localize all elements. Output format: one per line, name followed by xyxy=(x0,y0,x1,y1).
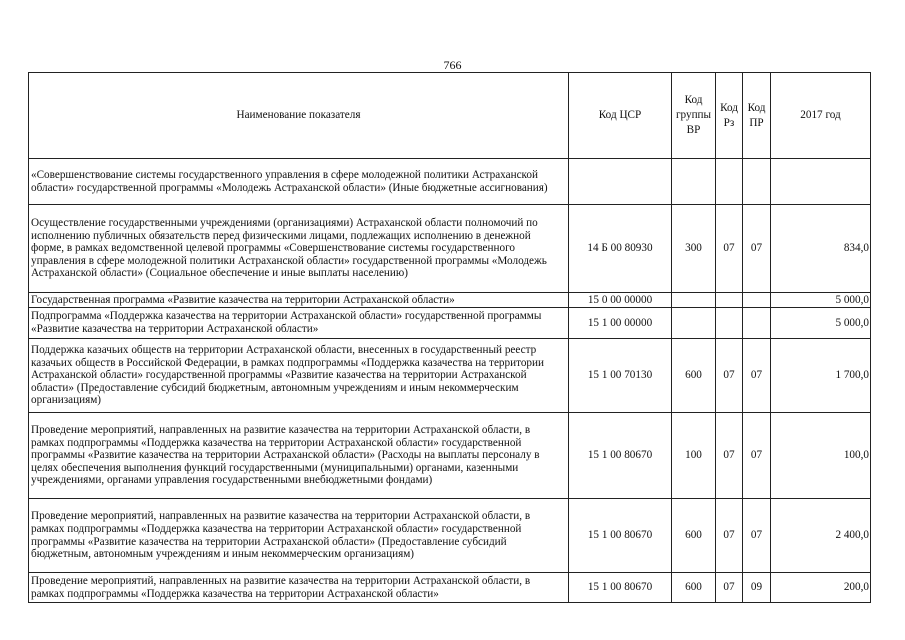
header-rz: Код Рз xyxy=(716,73,743,159)
row-amount: 100,0 xyxy=(771,413,871,499)
row-rz xyxy=(716,308,743,339)
row-csr: 15 0 00 00000 xyxy=(569,293,672,308)
row-name: Подпрограмма «Поддержка казачества на территории Астраханской области» государственной программы «Развитие казачества на территории Астраханской области» xyxy=(29,308,569,339)
row-name: Проведение мероприятий, направленных на развитие казачества на территории Астраханской области, в рамках подпрограммы «Поддержка казачества на территории Астраханской области» государственной программы «Развитие казачества на территории Астраханской области» (Расходы на выплаты персоналу в целях обеспечения выполнения функций государственными (муниципальными) органами, казенными учреждениями, органами управления государственными внебюджетными фондами) xyxy=(29,413,569,499)
row-pr: 07 xyxy=(743,205,771,293)
row-vr: 600 xyxy=(672,499,716,573)
table-row xyxy=(29,159,871,205)
row-amount: 5 000,0 xyxy=(771,293,871,308)
row-pr: 07 xyxy=(743,413,771,499)
row-rz: 07 xyxy=(716,573,743,603)
row-vr xyxy=(672,308,716,339)
row-rz: 07 xyxy=(716,339,743,413)
table-row xyxy=(29,499,871,573)
table-row xyxy=(29,413,871,499)
row-vr: 100 xyxy=(672,413,716,499)
row-pr: 07 xyxy=(743,499,771,573)
row-name: Государственная программа «Развитие казачества на территории Астраханской области» xyxy=(29,293,569,308)
row-amount: 834,0 xyxy=(771,205,871,293)
row-name: Осуществление государственными учреждениями (организациями) Астраханской области полномочий по исполнению публичных обязательств перед физическими лицами, подлежащих исполнению в денежной форме, в рамках ведомственной целевой программы «Совершенствование системы государственного управления в сфере молодежной политики Астраханской области» государственной программы «Молодежь Астраханской области» (Социальное обеспечение и иные выплаты населению) xyxy=(29,205,569,293)
row-pr xyxy=(743,159,771,205)
row-vr: 600 xyxy=(672,573,716,603)
row-name: Поддержка казачьих обществ на территории Астраханской области, внесенных в государственный реестр казачьих обществ в Российской Федерации, в рамках подпрограммы «Поддержка казачества на территории Астраханской области» государственной программы «Развитие казачества на территории Астраханской области» (Предоставление субсидий бюджетным, автономным учреждениям и иным некоммерческим организациям) xyxy=(29,339,569,413)
table-row xyxy=(29,308,871,339)
row-csr: 15 1 00 00000 xyxy=(569,308,672,339)
header-pr: Код ПР xyxy=(743,73,771,159)
table-row xyxy=(29,205,871,293)
table-row xyxy=(29,573,871,603)
row-amount: 200,0 xyxy=(771,573,871,603)
row-amount: 1 700,0 xyxy=(771,339,871,413)
row-csr: 15 1 00 80670 xyxy=(569,413,672,499)
header-vr: Код группы ВР xyxy=(672,73,716,159)
row-rz xyxy=(716,293,743,308)
row-pr: 09 xyxy=(743,573,771,603)
row-pr: 07 xyxy=(743,339,771,413)
row-vr xyxy=(672,159,716,205)
row-csr xyxy=(569,159,672,205)
row-pr xyxy=(743,308,771,339)
row-pr xyxy=(743,293,771,308)
header-year: 2017 год xyxy=(771,73,871,159)
row-name: Проведение мероприятий, направленных на развитие казачества на территории Астраханской области, в рамках подпрограммы «Поддержка казачества на территории Астраханской области» xyxy=(29,573,569,603)
header-csr: Код ЦСР xyxy=(569,73,672,159)
row-amount: 5 000,0 xyxy=(771,308,871,339)
table-row xyxy=(29,339,871,413)
row-rz: 07 xyxy=(716,499,743,573)
row-amount xyxy=(771,159,871,205)
table-header-row xyxy=(29,73,871,159)
row-csr: 14 Б 00 80930 xyxy=(569,205,672,293)
row-csr: 15 1 00 80670 xyxy=(569,499,672,573)
row-csr: 15 1 00 70130 xyxy=(569,339,672,413)
row-amount: 2 400,0 xyxy=(771,499,871,573)
page-number: 766 xyxy=(443,58,462,72)
row-name: Проведение мероприятий, направленных на развитие казачества на территории Астраханской области, в рамках подпрограммы «Поддержка казачества на территории Астраханской области» государственной программы «Развитие казачества на территории Астраханской области» (Предоставление субсидий бюджетным, автономным учреждениям и иным некоммерческим организациям) xyxy=(29,499,569,573)
row-rz xyxy=(716,159,743,205)
row-csr: 15 1 00 80670 xyxy=(569,573,672,603)
table-row xyxy=(29,293,871,308)
row-name: «Совершенствование системы государственного управления в сфере молодежной политики Астраханской области» государственной программы «Молодежь Астраханской области» (Иные бюджетные ассигнования) xyxy=(29,159,569,205)
header-name: Наименование показателя xyxy=(29,73,569,159)
row-rz: 07 xyxy=(716,205,743,293)
budget-table xyxy=(28,72,871,603)
row-vr: 300 xyxy=(672,205,716,293)
row-vr: 600 xyxy=(672,339,716,413)
row-rz: 07 xyxy=(716,413,743,499)
row-vr xyxy=(672,293,716,308)
